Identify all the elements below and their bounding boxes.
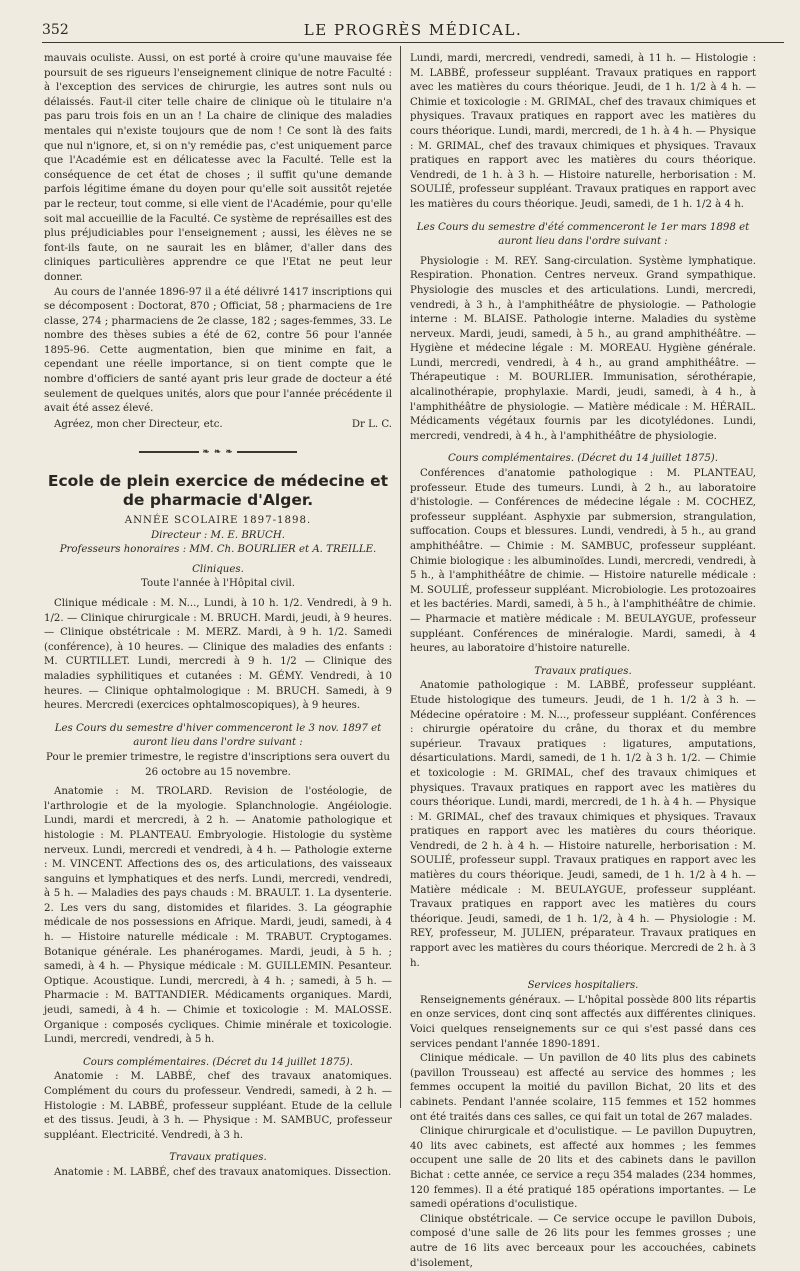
continued-practical-work: Lundi, mardi, mercredi, vendredi, samedi, à 11 h. — Histologie : M. LABBÉ, professeur suppléant. Travaux pratiques en rapport avec les matières du cours théorique. Jeudi, de 1 h. 1/2 à 4 h. — Chimie et toxicologie : M. GRIMAL, chef des travaux chimiques et physiques. Travaux pratiques en rapport avec les matières du cours théorique. Lundi, mardi, mercredi, de 1 h. à 4 h. — Physique : M. GRIMAL, chef des travaux chimiques et physiques. Travaux pratiques en rapport avec les matières du cours théorique. Vendredi, de 1 h. à 3 h. — Histoire naturelle, herborisation : M. SOULIÉ, professeur suppléant. Travaux pratiques en rapport avec les matières du cours théorique. Jeudi, samedi, de 1 h. 1/2 à 4 h. (410, 53, 756, 210)
page-header (42, 20, 784, 43)
hospital-surgical-clinic: Clinique chirurgicale et d'oculistique. — Le pavillon Dupuytren, 40 lits avec cabinets, est affecté aux hommes ; les femmes occupent une salle de 20 lits et des cabinets dans le pavillon Bichat : cette année, ce service a reçu 354 malades (234 hommes, 120 femmes). Il a été pratiqué 185 opérations importantes. — Le samedi opérations d'oculistique. (410, 1126, 756, 1211)
complementary-courses-body: Anatomie : M. LABBÉ, chef des travaux anatomiques. Complément du cours du professeur. Vendredi, samedi, à 2 h. — Histologie : M. LABBÉ, professeur suppléant. Etude de la cellule et des tissus. Jeudi, à 3 h. — Physique : M. SAMBUC, professeur suppléant. Electricité. Vendredi, à 3 h. (44, 1071, 392, 1141)
cliniques-heading: Cliniques. (192, 563, 244, 575)
page-number: 352 (42, 22, 69, 38)
article-title: Ecole de plein exercice de médecine et de pharmacie d'Alger. (47, 472, 389, 510)
complementary-courses-heading: Cours complémentaires. (Décret du 14 juillet 1875). (82, 1056, 354, 1068)
hospital-medical-clinic: Clinique médicale. — Un pavillon de 40 lits plus des cabinets (pavillon Trousseau) est affecté au service des hommes ; les femmes occupent la moitié du pavillon Bichat, 20 lits et des cabinets. Pendant l'année scolaire, 115 femmes et 152 hommes ont été traités dans ces salles, ce qui fait un total de 267 malades. (410, 1053, 756, 1123)
hospital-general-info: Renseignements généraux. — L'hôpital possède 800 lits répartis en onze services, dont cinq sont affectés aux différentes cliniques. Voici quelques renseignements sur ce qui s'est passé dans ces services pendant l'année 1890-1891. (410, 994, 756, 1050)
cliniques-body: Clinique médicale : M. N..., Lundi, à 10 h. 1/2. Vendredi, à 9 h. 1/2. — Clinique chirurgicale : M. BRUCH. Mardi, jeudi, à 9 heures. — Clinique obstétricale : M. MERZ. Mardi, à 9 h. 1/2. Samedi (conférence), à 10 heures. — Clinique des maladies des enfants : M. CURTILLET. Lundi, mercredi à 9 h. 1/2 — Clinique des maladies syphilitiques et cutanées : M. GÉMY. Vendredi, à 10 heures. — Clinique ophtalmologique : M. BRUCH. Samedi, à 9 heures. Mercredi (exercices ophtalmoscopiques), à 9 heures. (44, 598, 392, 712)
school-year: ANNÉE SCOLAIRE 1897-1898. (124, 515, 312, 527)
director-line: Directeur : M. E. BRUCH. (151, 529, 285, 541)
practical-work-body: Anatomie : M. LABBÉ, chef des travaux anatomiques. Dissection. (54, 1166, 392, 1178)
practical-work-heading: Travaux pratiques. (169, 1152, 267, 1164)
journal-title: LE PROGRÈS MÉDICAL. (303, 21, 523, 39)
hospital-services-heading: Services hospitaliers. (527, 980, 639, 992)
winter-courses-heading: Les Cours du semestre d'hiver commenceront le 3 nov. 1897 et auront lieu dans l'ordre suivant : (54, 722, 382, 749)
hospital-obstetric-clinic: Clinique obstétricale. — Ce service occupe le pavillon Dubois, composé d'une salle de 26 lits pour les femmes grosses ; une autre de 16 lits avec berceaux pour les accouchées, cabinets d'isolement, (410, 1213, 756, 1269)
column-divider (400, 46, 401, 1108)
letter-signature-line (44, 418, 392, 433)
signature: Dr L. C. (351, 418, 392, 430)
summer-practical-heading: Travaux pratiques. (534, 665, 632, 677)
summer-courses-body: Physiologie : M. REY. Sang-circulation. Système lymphatique. Respiration. Phonation. Centres nerveux. Grand sympathique. Physiologie des muscles et des articulations. Lundi, mercredi, vendredi, à 3 h., à l'amphithéâtre de physiologie. — Pathologie interne : M. BLAISE. Pathologie interne. Maladies du système nerveux. Mardi, jeudi, samedi, à 5 h., au grand amphithéâtre. — Hygiène et médecine légale : M. MOREAU. Hygiène générale. Lundi, mercredi, vendredi, à 4 h., au grand amphithéâtre. — Thérapeutique : M. BOURLIER. Immunisation, sérothérapie, alcalinothérapie, prophylaxie. Mardi, jeudi, samedi, à 4 h., à l'amphithéâtre de physiologie. — Matière médicale : M. HÉRAIL. Médicaments végétaux fournis par les dicotylédones. Lundi, mercredi, vendredi, à 4 h., à l'amphithéâtre de physiologie. (410, 255, 756, 442)
section-ornament: ❧ ❧ ❧ (44, 444, 392, 460)
summer-practical-body: Anatomie pathologique : M. LABBÉ, professeur suppléant. Etude histologique des tumeurs. Jeudi, de 1 h. 1/2 à 3 h. — Médecine opératoire : M. N..., professeur suppléant. Conférences : chirurgie opératoire du crâne, du thorax et du membre supérieur. Travaux pratiques : ligatures, amputations, désarticulations. Mardi, samedi, de 1 h. 1/2 à 3 h. 1/2. — Chimie et toxicologie : M. GRIMAL, chef des travaux chimiques et physiques. Travaux pratiques en rapport avec les matières du cours théorique. Lundi, mardi, mercredi, de 1 h. à 4 h. — Physique : M. GRIMAL, chef des travaux chimiques et physiques. Travaux pratiques en rapport avec les matières du cours théorique. Vendredi, de 2 h. à 4 h. — Histoire naturelle, herborisation : M. SOULIÉ, professeur suppl. Travaux pratiques en rapport avec les matières du cours théorique. Jeudi, samedi, de 1 h. 1/2 à 4 h. — Matière médicale : M. BEULAYGUE, professeur suppléant. Travaux pratiques en rapport avec les matières du cours théorique. Jeudi, samedi, de 1 h. 1/2, à 4 h. — Physiologie : M. REY, professeur, M. JULIEN, préparateur. Travaux pratiques en rapport avec les matières du cours théorique. Mercredi de 2 h. à 3 h. (410, 680, 756, 969)
honorary-professors: Professeurs honoraires : MM. Ch. BOURLIER et A. TREILLE. (59, 544, 377, 556)
cliniques-subheading: Toute l'année à l'Hôpital civil. (141, 578, 295, 590)
winter-registration-note: Pour le premier trimestre, le registre d'inscriptions sera ouvert du 26 octobre au 15 novembre. (46, 751, 390, 778)
winter-courses-body: Anatomie : M. TROLARD. Revision de l'ostéologie, de l'arthrologie et de la myologie. Splanchnologie. Angéiologie. Lundi, mardi et mercredi, à 2 h. — Anatomie pathologique et histologie : M. PLANTEAU. Embryologie. Histologie du système nerveux. Lundi, mercredi et vendredi, à 4 h. — Pathologie externe : M. VINCENT. Affections des os, des articulations, des vaisseaux sanguins et lymphatiques et des nerfs. Lundi, mercredi, vendredi, à 5 h. — Maladies des pays chauds : M. BRAULT. 1. La dysenterie. 2. Les vers du sang, distomides et filarides. 3. La géographie médicale de nos possessions en Afrique. Mardi, jeudi, samedi, à 4 h. — Histoire naturelle médicale : M. TRABUT. Cryptogames. Botanique générale. Les phanérogames. Mardi, jeudi, à 5 h. ; samedi, à 4 h. — Physique médicale : M. GUILLEMIN. Pesanteur. Optique. Acoustique. Lundi, mercredi, à 4 h. ; samedi, à 5 h. — Pharmacie : M. BATTANDIER. Médicaments organiques. Mardi, jeudi, samedi, à 4 h. — Chimie et toxicologie : M. MALOSSE. Organique : composés cycliques. Chimie minérale et toxicologie. Lundi, mercredi, vendredi, à 5 h. (44, 786, 392, 1046)
letter-paragraph-2: Au cours de l'année 1896-97 il a été délivré 1417 inscriptions qui se décomposent : Doctorat, 870 ; Officiat, 58 ; pharmaciens de 1re classe, 274 ; pharmaciens de 2e classe, 182 ; sages-femmes, 33. Le nombre des thèses subies a été de 62, contre 56 pour l'année 1895-96. Cette augmentation, bien que minime en fait, a cependant une réelle importance, si on tient compte que le nombre d'officiers de santé ayant pris leur grade de docteur a été seulement de quelques unités, alors que pour l'année précédente il avait été assez élevé. (44, 286, 392, 415)
summer-courses-heading: Les Cours du semestre d'été commenceront le 1er mars 1898 et auront lieu dans l'ordre suivant : (416, 221, 750, 248)
letter-closing: Agréez, mon cher Directeur, etc. (54, 418, 223, 430)
letter-paragraph-1: mauvais oculiste. Aussi, on est porté à croire qu'une mauvaise fée poursuit de ses rigueurs l'enseignement clinique de notre Faculté : à l'exception des services de chirurgie, les autres sont nuls ou délaissés. Faut-il citer telle chaire de clinique où le titulaire n'a pas paru trois fois en un an ! La chaire de clinique des maladies mentales qui n'existe toujours que de nom ! Ce sont là des faits que nul n'ignore, et, si on n'y remédie pas, c'est uniquement parce que l'Académie est en délicatesse avec la Faculté. Telle est la conséquence de cet état de choses ; il suffit qu'une demande parfois légitime émane du doyen pour qu'elle soit aussitôt rejetée par le recteur, tout comme, si elle vient de l'Académie, pour qu'elle soit mal accueillie de la Faculté. Ce système de représailles est des plus préjudiciables pour l'enseignement ; aussi, les élèves ne se font-ils faute, on ne saurait les en blâmer, d'aller dans des cliniques particulières apprendre ce que l'Etat ne peut leur donner. (44, 53, 392, 283)
summer-complementary-heading: Cours complémentaires. (Décret du 14 juillet 1875). (447, 453, 719, 465)
summer-complementary-body: Conférences d'anatomie pathologique : M. PLANTEAU, professeur. Etude des tumeurs. Lundi, à 2 h., au laboratoire d'histologie. — Conférences de médecine légale : M. COCHEZ, professeur suppléant. Asphyxie par submersion, strangulation, suffocation. Coups et blessures. Lundi, vendredi, à 5 h., au grand amphithéâtre. — Chimie : M. SAMBUC, professeur suppléant. Chimie biologique : les albuminoïdes. Lundi, mercredi, vendredi, à 5 h., à l'amphithéâtre de chimie. — Histoire naturelle médicale : M. SOULIÉ, professeur suppléant. Microbiologie. Les protozoaires et les bactéries. Mardi, samedi, à 5 h., à l'amphithéâtre de chimie. — Pharmacie et matière médicale : M. BEULAYGUE, professeur suppléant. Conférences de minéralogie. Mardi, samedi, à 4 heures, au laboratoire d'histoire naturelle. (410, 468, 756, 655)
left-column (44, 52, 392, 1178)
right-column (410, 52, 756, 1269)
